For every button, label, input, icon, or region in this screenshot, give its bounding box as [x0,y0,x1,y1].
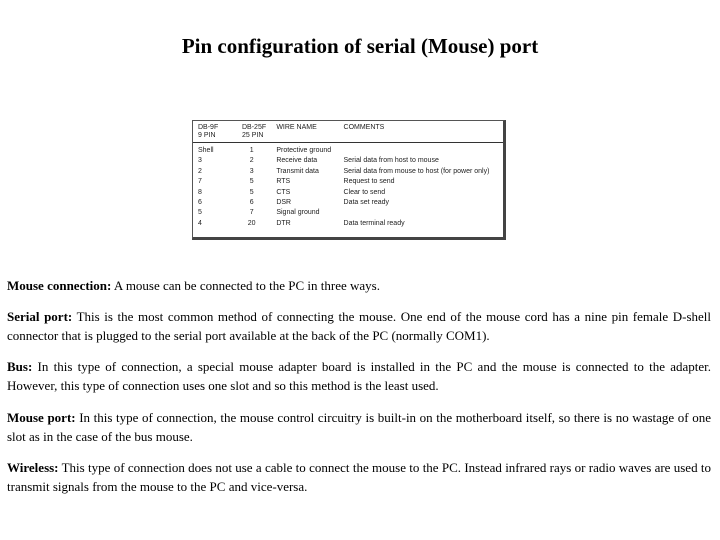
header-db25: DB-25F 25 PIN [237,121,271,143]
cell-wire-name: Protective ground [276,147,332,154]
cell-db9: Shell [198,147,214,154]
cell-comment: Data set ready [343,199,390,207]
section-text: This is the most common method of connecting the mouse. One end of the mouse cord has a nine pin female D-shell connector that is plugged to the serial port available at the back of the PC (normally COM1). [7,309,711,343]
cell-wire-name: Receive data [276,157,318,165]
section-label: Serial port: [7,309,73,324]
table-row [193,219,503,229]
cell-db25: 20 [247,219,256,227]
section-label: Bus: [7,359,33,374]
table-row [193,143,503,157]
header-db9: DB-9F 9 PIN [193,121,237,143]
cell-db25: 3 [249,167,254,175]
section-label: Mouse port: [7,410,76,425]
cell-comment: Clear to send [343,188,386,196]
cell-db9: 7 [198,178,202,186]
table-row [193,177,503,187]
cell-db25: 1 [249,147,254,154]
cell-db9: 5 [198,209,202,217]
cell-wire-name: DTR [276,219,291,227]
section-text: A mouse can be connected to the PC in three ways. [111,278,380,293]
cell-db9: 3 [198,157,202,165]
header-comments: COMMENTS [339,121,503,143]
cell-wire-name: DSR [276,199,292,207]
cell-db25: 6 [249,199,254,207]
table-row [193,188,503,198]
cell-db25: 5 [249,178,254,186]
cell-comment: Request to send [343,178,395,186]
cell-db9: 4 [198,219,202,227]
page-title: Pin configuration of serial (Mouse) port [181,34,539,58]
cell-db25: 7 [249,209,254,217]
section-text: In this type of connection, the mouse control circuitry is built-in on the motherboard itself, so there is no wastage of one slot as in the case of the bus mouse. [7,410,711,444]
cell-comment [339,143,503,157]
section-label: Mouse connection: [7,278,112,293]
cell-wire-name: RTS [276,178,291,186]
section-text: In this type of connection, a special mouse adapter board is installed in the PC and the mouse is connected to the adapter. However, this type of connection uses one slot and so this method is the least used. [7,359,711,393]
cell-comment: Data terminal ready [343,219,405,227]
section-bus [7,357,711,395]
pin-table-image [192,120,506,240]
section-serial-port [7,307,711,345]
cell-db9: 8 [198,188,202,196]
section-mouse-port [7,408,711,446]
cell-db9: 6 [198,199,202,207]
cell-wire-name: Signal ground [276,209,320,217]
cell-db9: 2 [198,167,202,175]
header-wire-name: WIRE NAME [271,121,338,143]
table-row [193,198,503,208]
pin-table [193,121,503,229]
table-row [193,208,503,218]
section-mouse-connection [7,276,711,295]
cell-comment [339,208,503,218]
cell-db25: 5 [249,188,254,196]
cell-comment: Serial data from host to mouse [343,157,439,165]
table-row [193,167,503,177]
pin-table-header-row [193,121,503,143]
section-text: This type of connection does not use a cable to connect the mouse to the PC. Instead infrared rays or radio waves are used to transmit signals from the mouse to the PC and vice-versa. [7,460,711,494]
section-wireless [7,458,711,496]
cell-wire-name: CTS [276,188,291,196]
cell-db25: 2 [249,157,254,165]
section-label: Wireless: [7,460,59,475]
table-row [193,156,503,166]
cell-comment: Serial data from mouse to host (for power only) [343,167,490,175]
cell-wire-name: Transmit data [276,167,319,175]
